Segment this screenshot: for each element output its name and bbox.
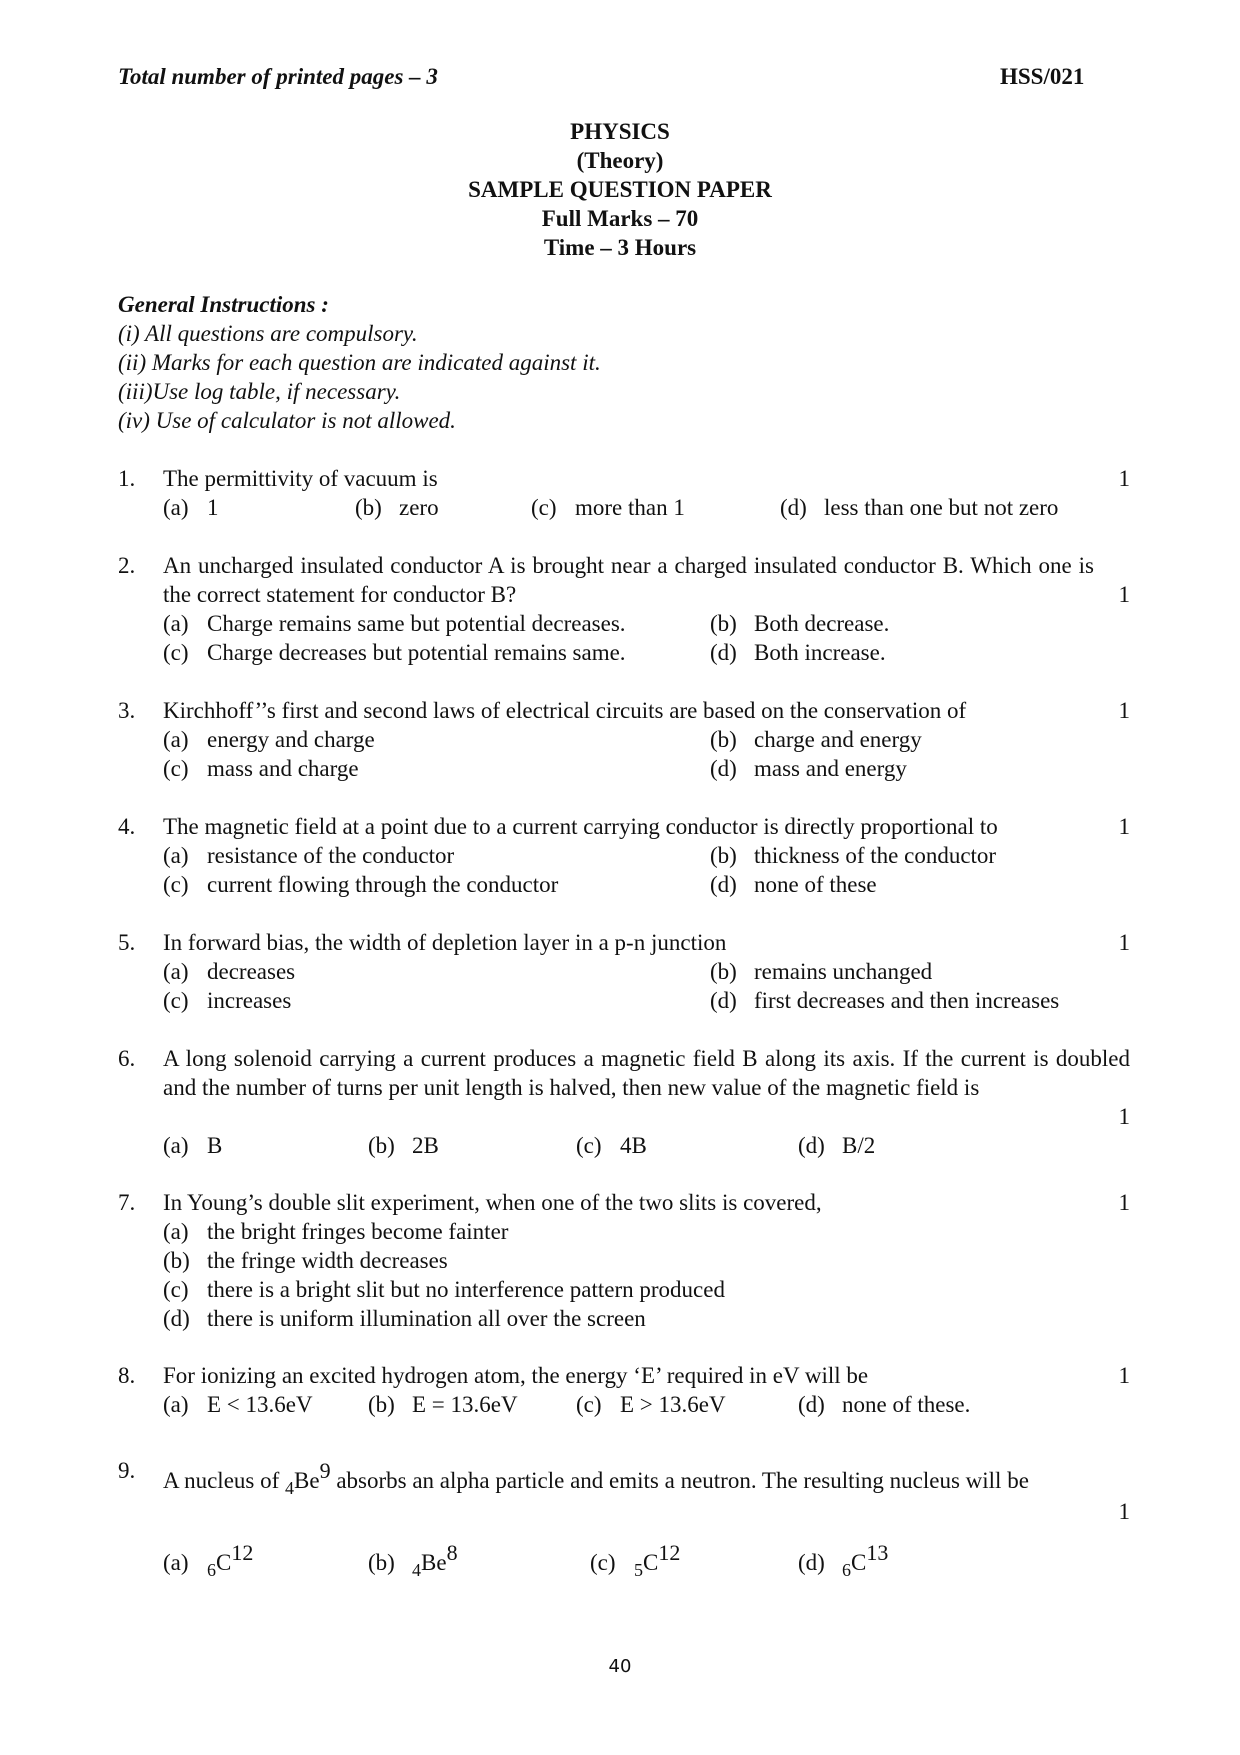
instructions-heading: General Instructions : xyxy=(118,292,329,317)
option-b: (b) remains unchanged xyxy=(710,959,933,984)
question-5 xyxy=(118,928,1130,1013)
question-number: 5. xyxy=(118,930,136,955)
paper-type: (Theory) xyxy=(576,148,664,173)
question-text: Kirchhoff’’s first and second laws of electrical circuits are based on the conservation of xyxy=(163,698,967,723)
title-block xyxy=(0,117,1240,262)
option-a: (a) E < 13.6eV xyxy=(163,1392,313,1417)
atomic-number: 4 xyxy=(285,1478,295,1498)
subject-title: PHYSICS xyxy=(570,119,670,144)
option-c: (c) current flowing through the conductor xyxy=(163,872,559,897)
time-allowed: Time – 3 Hours xyxy=(543,235,697,260)
option-d: (d) mass and energy xyxy=(710,756,907,781)
option-d: (d) none of these. xyxy=(798,1392,971,1417)
question-text: A long solenoid carrying a current produces a magnetic field B along its axis. If the current is doubled and the number of turns per unit length is halved, then new value of the magnetic field is xyxy=(163,1046,1130,1100)
option-d: (d) first decreases and then increases xyxy=(710,988,1060,1013)
question-number: 2. xyxy=(118,553,136,578)
question-number: 6. xyxy=(118,1046,136,1071)
question-number: 9. xyxy=(118,1458,136,1483)
option-b: (b) the fringe width decreases xyxy=(163,1248,448,1273)
question-marks: 1 xyxy=(1118,1499,1130,1524)
option-b: (b) E = 13.6eV xyxy=(368,1392,518,1417)
option-a: (a) B xyxy=(163,1133,223,1158)
option-a: (a) energy and charge xyxy=(163,727,375,752)
option-d: (d) Both increase. xyxy=(710,640,886,665)
instruction-item: (iv) Use of calculator is not allowed. xyxy=(118,408,456,433)
option-d: (d) none of these xyxy=(710,872,877,897)
question-2 xyxy=(118,551,1130,665)
question-text: A nucleus of $_4$Be9 absorbs an alpha particle and emits a neutron. The resulting nucleus will be xyxy=(163,1458,1029,1498)
option-c: (c) E > 13.6eV xyxy=(576,1392,726,1417)
option-a: (a) the bright fringes become fainter xyxy=(163,1219,509,1244)
option-a: (a) Charge remains same but potential decreases. xyxy=(163,611,626,636)
question-number: 3. xyxy=(118,698,136,723)
option-a: (a) decreases xyxy=(163,959,296,984)
question-number: 1. xyxy=(118,466,136,491)
question-marks: 1 xyxy=(1118,1363,1130,1388)
option-c: (c) increases xyxy=(163,988,292,1013)
question-number: 8. xyxy=(118,1363,136,1388)
question-text: The magnetic field at a point due to a current carrying conductor is directly proportional to xyxy=(163,814,998,839)
question-text: In forward bias, the width of depletion layer in a p-n junction xyxy=(163,930,727,955)
question-4 xyxy=(118,812,1130,897)
question-marks: 1 xyxy=(1118,814,1130,839)
full-marks: Full Marks – 70 xyxy=(541,206,699,231)
instruction-item: (iii)Use log table, if necessary. xyxy=(118,379,401,404)
question-7 xyxy=(118,1188,1130,1331)
question-marks: 1 xyxy=(1118,930,1130,955)
option-b: (b) zero xyxy=(355,495,439,520)
question-6 xyxy=(118,1044,1130,1158)
question-1 xyxy=(118,464,1130,520)
option-d: (d) less than one but not zero xyxy=(780,495,1059,520)
option-c: (c) mass and charge xyxy=(163,756,359,781)
question-9 xyxy=(118,1456,1130,1580)
instruction-item: (i) All questions are compulsory. xyxy=(118,321,418,346)
option-d: (d) $_6$C13 xyxy=(798,1540,889,1580)
question-marks: 1 xyxy=(1118,582,1130,607)
question-text: In Young’s double slit experiment, when one of the two slits is covered, xyxy=(163,1190,822,1215)
option-b: (b) $_4$Be8 xyxy=(368,1540,458,1580)
option-c: (c) more than 1 xyxy=(531,495,685,520)
page-number: 40 xyxy=(608,1656,632,1677)
option-b: (b) 2B xyxy=(368,1133,439,1158)
question-marks: 1 xyxy=(1118,1190,1130,1215)
option-a: (a) $_6$C12 xyxy=(163,1540,254,1580)
instruction-item: (ii) Marks for each question are indicated against it. xyxy=(118,350,601,375)
general-instructions xyxy=(118,290,601,435)
option-b: (b) Both decrease. xyxy=(710,611,890,636)
question-marks: 1 xyxy=(1118,698,1130,723)
mass-number: 9 xyxy=(319,1458,331,1483)
question-number: 4. xyxy=(118,814,136,839)
header-page-count: Total number of printed pages – 3 xyxy=(118,64,438,89)
question-3 xyxy=(118,696,1130,781)
option-c: (c) Charge decreases but potential remains same. xyxy=(163,640,626,665)
question-marks: 1 xyxy=(1118,466,1130,491)
question-text: For ionizing an excited hydrogen atom, the energy ‘E’ required in eV will be xyxy=(163,1363,869,1388)
question-8 xyxy=(118,1361,1130,1417)
question-number: 7. xyxy=(118,1190,136,1215)
option-b: (b) charge and energy xyxy=(710,727,922,752)
option-b: (b) thickness of the conductor xyxy=(710,843,997,868)
header-paper-code: HSS/021 xyxy=(1000,64,1085,89)
option-c: (c) there is a bright slit but no interference pattern produced xyxy=(163,1277,725,1302)
question-text: An uncharged insulated conductor A is brought near a charged insulated conductor B. Which one is the correct statement for conductor B? xyxy=(163,553,1094,607)
option-d: (d) B/2 xyxy=(798,1133,876,1158)
option-d: (d) there is uniform illumination all over the screen xyxy=(163,1306,646,1331)
option-a: (a) 1 xyxy=(163,495,219,520)
option-a: (a) resistance of the conductor xyxy=(163,843,455,868)
paper-title: SAMPLE QUESTION PAPER xyxy=(468,177,772,202)
option-c: (c) 4B xyxy=(576,1133,647,1158)
question-marks: 1 xyxy=(1118,1104,1130,1129)
element-symbol: Be xyxy=(294,1468,320,1493)
question-text: The permittivity of vacuum is xyxy=(163,466,438,491)
option-c: (c) $_5$C12 xyxy=(590,1540,681,1580)
